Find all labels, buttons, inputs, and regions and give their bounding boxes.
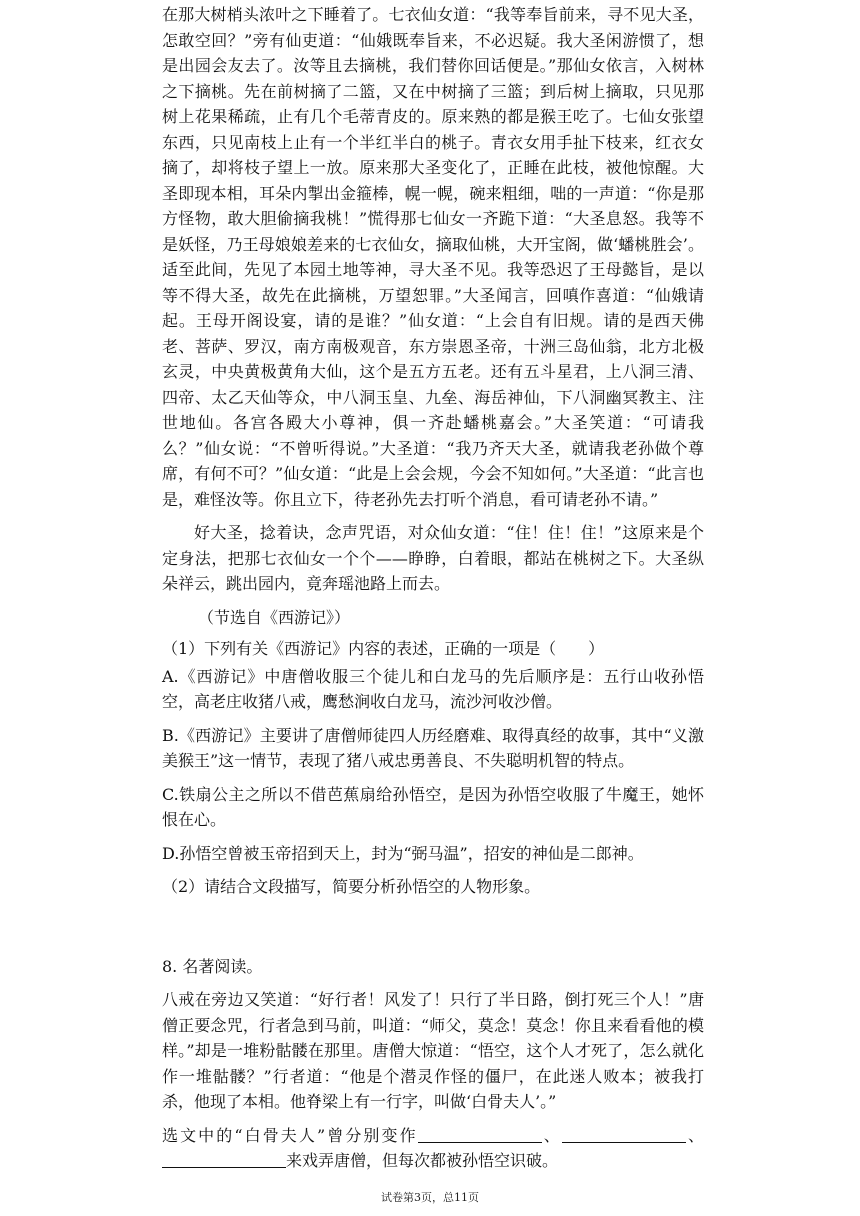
answer-blank-3[interactable] bbox=[162, 1151, 286, 1168]
answer-space bbox=[162, 900, 704, 948]
question-7-sub-2: （2）请结合文段描写，简要分析孙悟空的人物形象。 bbox=[162, 877, 541, 896]
page-content bbox=[162, 2, 704, 1174]
option-a: A.《西游记》中唐僧收服三个徒儿和白龙马的先后顺序是：五行山收孙悟空，高老庄收猪八戒，鹰愁涧收白龙马，流沙河收沙僧。 bbox=[162, 666, 704, 711]
option-c: C.铁扇公主之所以不借芭蕉扇给孙悟空，是因为孙悟空收服了牛魔王，她怀恨在心。 bbox=[162, 784, 704, 829]
answer-blank-1[interactable] bbox=[418, 1126, 542, 1143]
question-8-title: 8. 名著阅读。 bbox=[162, 956, 263, 976]
option-b: B.《西游记》主要讲了唐僧师徒四人历经磨难、取得真经的故事，其中“义激美猴王”这一情节，表现了猪八戒忠勇善良、不失聪明机智的特点。 bbox=[162, 725, 704, 770]
passage-paragraph-1: 在那大树梢头浓叶之下睡着了。七衣仙女道：“我等奉旨前来，寻不见大圣，怎敢空回？”旁有仙吏道：“仙娥既奉旨来，不必迟疑。我大圣闲游惯了，想是出园会友去了。汝等且去摘桃，我们替你回话便是。”那仙女依言，入树林之下摘桃。先在前树摘了二篮，又在中树摘了三篮；到后树上摘取，只见那树上花果稀疏，止有几个毛蒂青皮的。原来熟的都是猴王吃了。七仙女张望东西，只见南枝上止有一个半红半白的桃子。青衣女用手扯下枝来，红衣女摘了，却将枝子望上一放。原来那大圣变化了，正睡在此枝，被他惊醒。大圣即现本相，耳朵内掣出金箍棒，幌一幌，碗来粗细，咄的一声道：“你是那方怪物，敢大胆偷摘我桃！”慌得那七仙女一齐跪下道：“大圣息怒。我等不是妖怪，乃王母娘娘差来的七衣仙女，摘取仙桃，大开宝阁，做‘蟠桃胜会’。适至此间，先见了本园土地等神，寻大圣不见。我等恐迟了王母懿旨，是以等不得大圣，故先在此摘桃，万望恕罪。”大圣闻言，回嗔作喜道：“仙娥请起。王母开阁设宴，请的是谁？”仙女道：“上会自有旧规。请的是西天佛老、菩萨、罗汉，南方南极观音，东方崇恩圣帝，十洲三岛仙翁，北方北极玄灵，中央黄极黄角大仙，这个是五方五老。还有五斗星君，上八洞三清、四帝、太乙天仙等众，中八洞玉皇、九垒、海岳神仙，下八洞幽冥教主、注世地仙。各宫各殿大小尊神，俱一齐赴蟠桃嘉会。”大圣笑道：“可请我么？”仙女说：“不曾听得说。”大圣道：“我乃齐天大圣，就请我老孙做个尊席，有何不可？”仙女道：“此是上会会规，今会不知如何。”大圣道：“此言也是，难怪汝等。你且立下，待老孙先去打听个消息，看可请老孙不请。” bbox=[162, 5, 704, 509]
passage-paragraph-2: 好大圣，捻着诀，念声咒语，对众仙女道：“住！住！住！”这原来是个定身法，把那七衣仙女一个个——睁睁，白着眼，都站在桃树之下。大圣纵朵祥云，跳出园内，竟奔瑶池路上而去。 bbox=[162, 523, 704, 593]
page-footer: 试卷第3页，总11页 bbox=[381, 1191, 479, 1204]
passage-source: （节选自《西游记》） bbox=[198, 607, 351, 627]
question-8-passage: 八戒在旁边又笑道：“好行者！风发了！只行了半日路，倒打死三个人！”唐僧正要念咒，行者急到马前，叫道：“师父，莫念！莫念！你且来看看他的模样。”却是一堆粉骷髅在那里。唐僧大惊道：“悟空，这个人才死了，怎么就化作一堆骷髅？”行者道：“他是个潜灵作怪的僵尸，在此迷人败本；被我打杀，他现了本相。他脊梁上有一行字，叫做‘白骨夫人’。” bbox=[162, 990, 704, 1111]
blank-separator-2: 、 bbox=[685, 1125, 704, 1145]
fill-in-prompt-start: 选文中的“白骨夫人”曾分别变作 bbox=[162, 1125, 418, 1145]
option-d: D.孙悟空曾被玉帝招到天上，封为“弼马温”，招安的神仙是二郎神。 bbox=[162, 843, 644, 863]
question-8-fill-in bbox=[162, 1123, 704, 1174]
question-7-sub-1: （1）下列有关《西游记》内容的表述，正确的一项是（ ） bbox=[162, 639, 605, 658]
fill-in-prompt-end: 来戏弄唐僧，但每次都被孙悟空识破。 bbox=[286, 1151, 559, 1170]
answer-blank-2[interactable] bbox=[562, 1126, 686, 1143]
blank-separator-1: 、 bbox=[541, 1125, 562, 1145]
